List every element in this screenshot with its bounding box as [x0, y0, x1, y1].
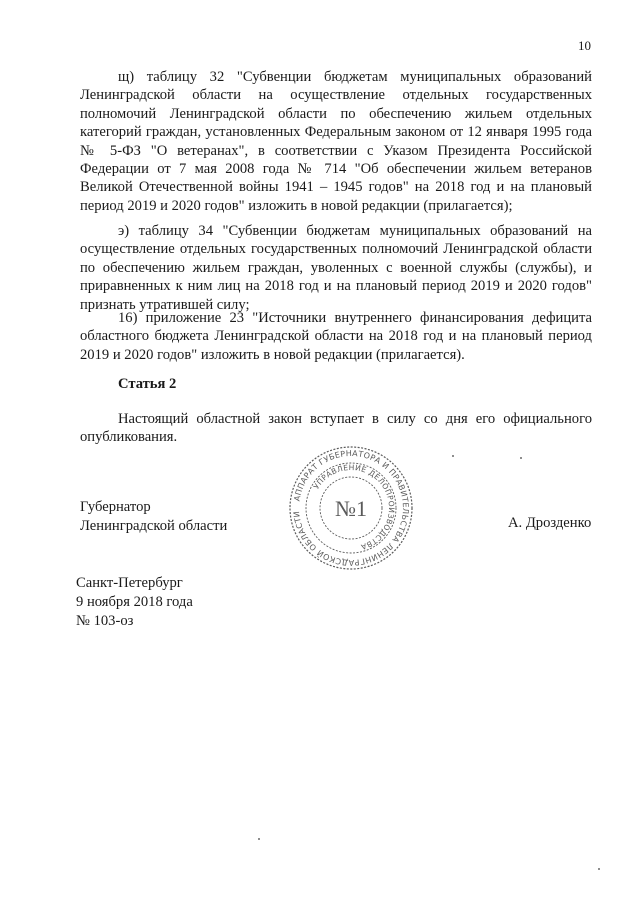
stamp-outer-text: АППАРАТ ГУБЕРНАТОРА И ПРАВИТЕЛЬСТВА ЛЕНИНГРАДСКОЙ ОБЛАСТИ [292, 448, 411, 568]
place: Санкт-Петербург [76, 575, 183, 591]
scan-speck [520, 457, 522, 459]
scan-speck [598, 868, 600, 870]
paragraph-text: щ) таблицу 32 "Субвенции бюджетам муниципальных образований Ленинградской области на осуществление отдельных государственных полномочий Ленинградской области по обеспечению жильем отдельных категорий граждан, установленных Федеральным законом от 12 января 1995 года № 5-ФЗ "О ветеранах", в соответствии с Указом Президента Российской Федерации от 7 мая 2008 года № 714 "Об обеспечении жильем ветеранов Великой Отечественной войны 1941 – 1945 годов" на 2018 год и на плановый период 2019 и 2020 годов" изложить в новой редакции (прилагается); [80, 69, 592, 214]
signature-title-line2: Ленинградской области [80, 518, 228, 534]
article-2-text [80, 410, 592, 447]
stamp-center-text: №1 [335, 496, 367, 521]
date: 9 ноября 2018 года [76, 594, 193, 610]
paragraph-text: Настоящий областной закон вступает в силу со дня его официального опубликования. [80, 411, 592, 446]
paragraph-appendix-23 [80, 309, 592, 364]
scan-speck [452, 455, 454, 457]
stamp-inner-text: УПРАВЛЕНИЕ ДЕЛОПРОИЗВОДСТВА [311, 462, 397, 552]
paragraph-table-32 [80, 68, 592, 215]
paragraph-text: 16) приложение 23 "Источники внутреннего финансирования дефицита областного бюджета Ленинградской области на 2018 год и на плановый период 2019 и 2020 годов" изложить в новой редакции (прилагается). [80, 310, 592, 363]
article-heading: Статья 2 [118, 376, 177, 392]
law-number: № 103-оз [76, 613, 134, 629]
place-date-block [76, 574, 193, 631]
page-number: 10 [578, 38, 591, 53]
signature-name: А. Дрозденко [508, 515, 592, 531]
scan-speck [258, 838, 260, 840]
paragraph-table-34 [80, 222, 592, 314]
signature-title-line1: Губернатор [80, 499, 151, 515]
official-seal-stamp [287, 444, 415, 572]
signature-title [80, 498, 227, 536]
paragraph-text: э) таблицу 34 "Субвенции бюджетам муниципальных образований на осуществление отдельных государственных полномочий Ленинградской области по обеспечению жильем граждан, уволенных с военной службы (службы), и приравненных к ним лиц на 2018 год и на плановый период 2019 и 2020 годов" признать утратившей силу; [80, 223, 592, 313]
